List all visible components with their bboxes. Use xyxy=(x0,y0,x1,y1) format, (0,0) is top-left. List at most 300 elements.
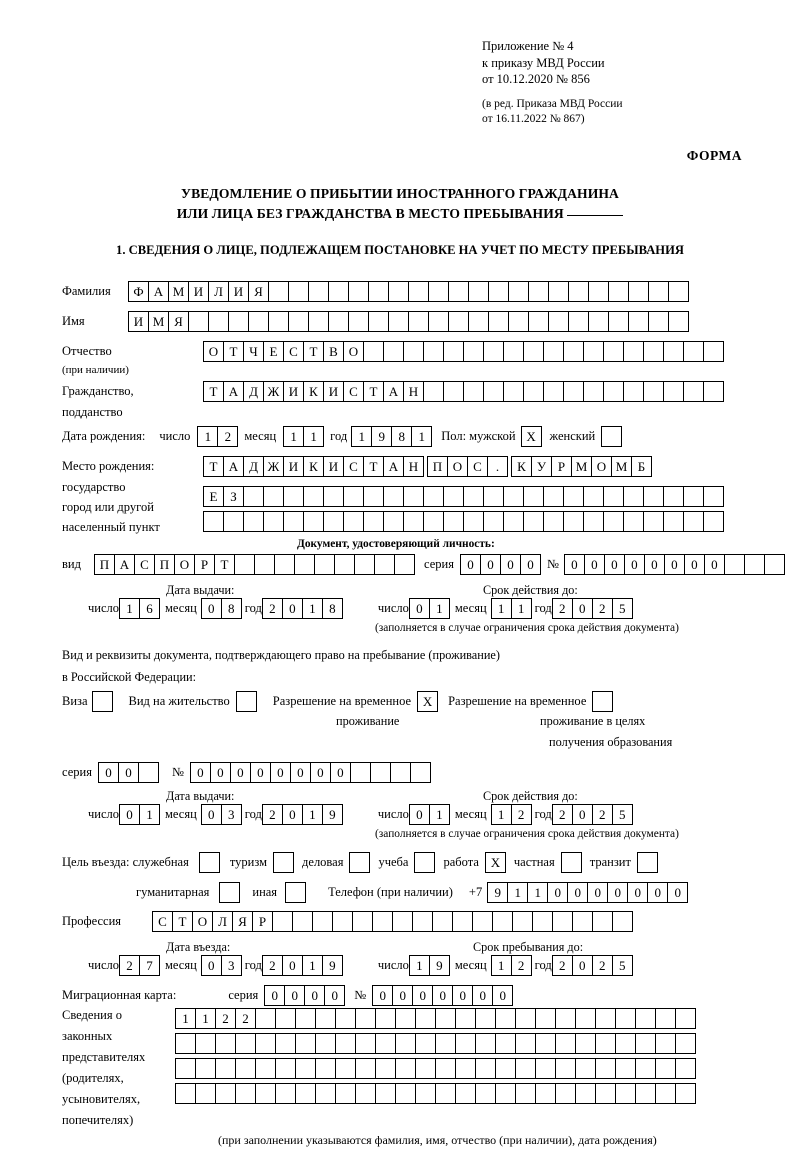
char-cell[interactable] xyxy=(175,1083,196,1104)
char-cell[interactable]: С xyxy=(134,554,155,575)
char-cell[interactable]: 2 xyxy=(217,426,238,447)
char-cell[interactable]: 5 xyxy=(612,598,633,619)
char-cell[interactable]: . xyxy=(487,456,508,477)
char-cell[interactable] xyxy=(683,381,704,402)
char-cell[interactable] xyxy=(363,486,384,507)
char-cell[interactable]: 0 xyxy=(282,598,303,619)
char-cell[interactable] xyxy=(463,341,484,362)
permit-series-input[interactable] xyxy=(98,762,158,783)
char-cell[interactable]: Р xyxy=(551,456,572,477)
char-cell[interactable]: 2 xyxy=(215,1008,236,1029)
char-cell[interactable]: 2 xyxy=(262,955,283,976)
char-cell[interactable] xyxy=(592,911,613,932)
char-cell[interactable] xyxy=(375,1058,396,1079)
char-cell[interactable] xyxy=(615,1083,636,1104)
legal-rep-input-4[interactable] xyxy=(175,1083,695,1104)
char-cell[interactable] xyxy=(583,511,604,532)
char-cell[interactable]: 0 xyxy=(627,882,648,903)
char-cell[interactable]: 0 xyxy=(460,554,481,575)
char-cell[interactable]: Р xyxy=(252,911,273,932)
char-cell[interactable]: 9 xyxy=(429,955,450,976)
char-cell[interactable] xyxy=(415,1083,436,1104)
legal-rep-input-2[interactable] xyxy=(175,1033,695,1054)
char-cell[interactable] xyxy=(555,1008,576,1029)
char-cell[interactable]: 0 xyxy=(330,762,351,783)
char-cell[interactable]: И xyxy=(228,281,249,302)
id-issue-month-input[interactable] xyxy=(201,598,241,619)
char-cell[interactable]: 1 xyxy=(429,804,450,825)
char-cell[interactable] xyxy=(468,311,489,332)
char-cell[interactable]: А xyxy=(223,381,244,402)
char-cell[interactable] xyxy=(475,1083,496,1104)
id-valid-day-input[interactable] xyxy=(409,598,449,619)
char-cell[interactable] xyxy=(703,511,724,532)
char-cell[interactable] xyxy=(583,341,604,362)
char-cell[interactable] xyxy=(535,1008,556,1029)
id-issue-year-input[interactable] xyxy=(262,598,342,619)
char-cell[interactable] xyxy=(595,1008,616,1029)
char-cell[interactable]: М xyxy=(168,281,189,302)
char-cell[interactable] xyxy=(543,341,564,362)
char-cell[interactable]: 2 xyxy=(119,955,140,976)
char-cell[interactable]: 8 xyxy=(322,598,343,619)
char-cell[interactable]: 2 xyxy=(592,598,613,619)
char-cell[interactable] xyxy=(472,911,493,932)
permit-valid-month-input[interactable] xyxy=(491,804,531,825)
char-cell[interactable]: 0 xyxy=(412,985,433,1006)
char-cell[interactable]: 0 xyxy=(647,882,668,903)
purpose-work-checkbox[interactable]: X xyxy=(485,852,506,873)
char-cell[interactable] xyxy=(535,1083,556,1104)
char-cell[interactable] xyxy=(455,1058,476,1079)
char-cell[interactable] xyxy=(623,341,644,362)
purpose-private-checkbox[interactable] xyxy=(561,852,582,873)
char-cell[interactable]: 0 xyxy=(564,554,585,575)
char-cell[interactable] xyxy=(308,311,329,332)
char-cell[interactable] xyxy=(703,341,724,362)
char-cell[interactable] xyxy=(475,1058,496,1079)
char-cell[interactable] xyxy=(555,1058,576,1079)
char-cell[interactable]: 0 xyxy=(409,598,430,619)
char-cell[interactable] xyxy=(563,486,584,507)
char-cell[interactable] xyxy=(215,1058,236,1079)
char-cell[interactable] xyxy=(375,1033,396,1054)
char-cell[interactable] xyxy=(635,1058,656,1079)
char-cell[interactable] xyxy=(523,511,544,532)
char-cell[interactable] xyxy=(263,486,284,507)
char-cell[interactable]: 0 xyxy=(624,554,645,575)
char-cell[interactable]: А xyxy=(223,456,244,477)
stay-year-input[interactable] xyxy=(552,955,632,976)
char-cell[interactable]: 0 xyxy=(587,882,608,903)
char-cell[interactable] xyxy=(563,381,584,402)
char-cell[interactable]: 1 xyxy=(491,598,512,619)
char-cell[interactable] xyxy=(370,762,391,783)
char-cell[interactable] xyxy=(312,911,333,932)
char-cell[interactable] xyxy=(455,1008,476,1029)
char-cell[interactable] xyxy=(272,911,293,932)
char-cell[interactable] xyxy=(443,381,464,402)
char-cell[interactable]: 0 xyxy=(201,804,222,825)
char-cell[interactable]: 0 xyxy=(452,985,473,1006)
char-cell[interactable] xyxy=(235,1058,256,1079)
char-cell[interactable]: 1 xyxy=(119,598,140,619)
char-cell[interactable] xyxy=(572,911,593,932)
char-cell[interactable] xyxy=(403,341,424,362)
char-cell[interactable] xyxy=(408,311,429,332)
char-cell[interactable] xyxy=(635,1033,656,1054)
char-cell[interactable] xyxy=(268,281,289,302)
char-cell[interactable] xyxy=(455,1033,476,1054)
char-cell[interactable]: Ф xyxy=(128,281,149,302)
char-cell[interactable]: 0 xyxy=(584,554,605,575)
char-cell[interactable] xyxy=(435,1008,456,1029)
char-cell[interactable]: 0 xyxy=(567,882,588,903)
char-cell[interactable] xyxy=(368,281,389,302)
char-cell[interactable] xyxy=(243,486,264,507)
char-cell[interactable] xyxy=(648,311,669,332)
char-cell[interactable]: 1 xyxy=(411,426,432,447)
char-cell[interactable]: 0 xyxy=(492,985,513,1006)
char-cell[interactable] xyxy=(588,311,609,332)
char-cell[interactable]: 9 xyxy=(371,426,392,447)
char-cell[interactable] xyxy=(503,486,524,507)
char-cell[interactable] xyxy=(635,1008,656,1029)
visa-checkbox[interactable] xyxy=(92,691,113,712)
char-cell[interactable]: 6 xyxy=(139,598,160,619)
char-cell[interactable] xyxy=(415,1058,436,1079)
char-cell[interactable] xyxy=(255,1083,276,1104)
char-cell[interactable]: 3 xyxy=(221,804,242,825)
birth-day-input[interactable] xyxy=(197,426,237,447)
char-cell[interactable]: 0 xyxy=(644,554,665,575)
char-cell[interactable]: 0 xyxy=(480,554,501,575)
char-cell[interactable] xyxy=(528,311,549,332)
char-cell[interactable] xyxy=(508,311,529,332)
char-cell[interactable] xyxy=(463,511,484,532)
char-cell[interactable]: 8 xyxy=(391,426,412,447)
char-cell[interactable] xyxy=(215,1083,236,1104)
char-cell[interactable]: 0 xyxy=(98,762,119,783)
char-cell[interactable] xyxy=(563,341,584,362)
char-cell[interactable] xyxy=(254,554,275,575)
char-cell[interactable] xyxy=(535,1033,556,1054)
char-cell[interactable]: 0 xyxy=(282,955,303,976)
char-cell[interactable] xyxy=(575,1008,596,1029)
purpose-transit-checkbox[interactable] xyxy=(637,852,658,873)
edu-residence-checkbox[interactable] xyxy=(592,691,613,712)
char-cell[interactable] xyxy=(643,486,664,507)
char-cell[interactable]: С xyxy=(467,456,488,477)
char-cell[interactable]: П xyxy=(427,456,448,477)
char-cell[interactable]: 5 xyxy=(612,955,633,976)
char-cell[interactable] xyxy=(515,1008,536,1029)
residence-permit-checkbox[interactable] xyxy=(236,691,257,712)
char-cell[interactable] xyxy=(683,511,704,532)
char-cell[interactable] xyxy=(523,486,544,507)
char-cell[interactable]: 3 xyxy=(221,955,242,976)
char-cell[interactable] xyxy=(355,1033,376,1054)
char-cell[interactable]: А xyxy=(114,554,135,575)
id-issue-day-input[interactable] xyxy=(119,598,159,619)
char-cell[interactable]: 0 xyxy=(190,762,211,783)
char-cell[interactable] xyxy=(410,762,431,783)
char-cell[interactable] xyxy=(348,281,369,302)
char-cell[interactable] xyxy=(595,1058,616,1079)
sex-female-checkbox[interactable] xyxy=(601,426,622,447)
char-cell[interactable]: Е xyxy=(203,486,224,507)
char-cell[interactable] xyxy=(354,554,375,575)
char-cell[interactable] xyxy=(475,1033,496,1054)
char-cell[interactable] xyxy=(643,511,664,532)
char-cell[interactable] xyxy=(363,341,384,362)
char-cell[interactable] xyxy=(623,381,644,402)
char-cell[interactable] xyxy=(575,1083,596,1104)
char-cell[interactable] xyxy=(343,486,364,507)
char-cell[interactable] xyxy=(274,554,295,575)
char-cell[interactable] xyxy=(503,381,524,402)
char-cell[interactable] xyxy=(283,486,304,507)
char-cell[interactable]: Л xyxy=(212,911,233,932)
char-cell[interactable]: 9 xyxy=(322,955,343,976)
char-cell[interactable]: К xyxy=(303,456,324,477)
legal-rep-input-1[interactable] xyxy=(175,1008,695,1029)
char-cell[interactable] xyxy=(335,1058,356,1079)
char-cell[interactable] xyxy=(328,281,349,302)
char-cell[interactable] xyxy=(188,311,209,332)
char-cell[interactable] xyxy=(628,311,649,332)
char-cell[interactable] xyxy=(295,1033,316,1054)
name-input[interactable] xyxy=(128,311,688,332)
char-cell[interactable] xyxy=(352,911,373,932)
char-cell[interactable]: 0 xyxy=(520,554,541,575)
char-cell[interactable]: 9 xyxy=(487,882,508,903)
char-cell[interactable]: 0 xyxy=(667,882,688,903)
char-cell[interactable]: О xyxy=(174,554,195,575)
char-cell[interactable] xyxy=(175,1058,196,1079)
char-cell[interactable] xyxy=(595,1083,616,1104)
char-cell[interactable] xyxy=(394,554,415,575)
char-cell[interactable] xyxy=(435,1058,456,1079)
char-cell[interactable] xyxy=(348,311,369,332)
purpose-service-checkbox[interactable] xyxy=(199,852,220,873)
char-cell[interactable]: 0 xyxy=(409,804,430,825)
char-cell[interactable]: 2 xyxy=(511,955,532,976)
permit-issue-month-input[interactable] xyxy=(201,804,241,825)
char-cell[interactable] xyxy=(623,511,644,532)
char-cell[interactable] xyxy=(655,1058,676,1079)
char-cell[interactable]: 5 xyxy=(612,804,633,825)
char-cell[interactable] xyxy=(372,911,393,932)
char-cell[interactable] xyxy=(663,381,684,402)
char-cell[interactable] xyxy=(432,911,453,932)
char-cell[interactable]: 0 xyxy=(310,762,331,783)
char-cell[interactable] xyxy=(388,281,409,302)
id-doc-kind-input[interactable] xyxy=(94,554,414,575)
char-cell[interactable]: 1 xyxy=(283,426,304,447)
char-cell[interactable]: 2 xyxy=(262,804,283,825)
char-cell[interactable]: А xyxy=(148,281,169,302)
char-cell[interactable] xyxy=(495,1058,516,1079)
char-cell[interactable]: 0 xyxy=(472,985,493,1006)
char-cell[interactable]: Т xyxy=(203,456,224,477)
char-cell[interactable] xyxy=(343,511,364,532)
char-cell[interactable]: 1 xyxy=(491,955,512,976)
char-cell[interactable] xyxy=(368,311,389,332)
char-cell[interactable] xyxy=(483,486,504,507)
char-cell[interactable] xyxy=(428,281,449,302)
char-cell[interactable] xyxy=(255,1033,276,1054)
char-cell[interactable] xyxy=(315,1033,336,1054)
char-cell[interactable]: 8 xyxy=(221,598,242,619)
char-cell[interactable] xyxy=(195,1033,216,1054)
char-cell[interactable] xyxy=(512,911,533,932)
char-cell[interactable] xyxy=(403,486,424,507)
permit-number-input[interactable] xyxy=(190,762,430,783)
char-cell[interactable]: О xyxy=(203,341,224,362)
char-cell[interactable]: М xyxy=(571,456,592,477)
char-cell[interactable]: Я xyxy=(248,281,269,302)
char-cell[interactable] xyxy=(423,341,444,362)
char-cell[interactable] xyxy=(215,1033,236,1054)
char-cell[interactable] xyxy=(628,281,649,302)
char-cell[interactable]: 2 xyxy=(592,955,613,976)
char-cell[interactable] xyxy=(428,311,449,332)
char-cell[interactable]: 2 xyxy=(262,598,283,619)
char-cell[interactable]: И xyxy=(283,381,304,402)
char-cell[interactable] xyxy=(275,1083,296,1104)
char-cell[interactable]: 1 xyxy=(303,426,324,447)
char-cell[interactable] xyxy=(668,281,689,302)
char-cell[interactable]: Т xyxy=(363,381,384,402)
patronymic-input[interactable] xyxy=(203,341,723,362)
char-cell[interactable] xyxy=(412,911,433,932)
char-cell[interactable] xyxy=(548,311,569,332)
char-cell[interactable]: 1 xyxy=(302,955,323,976)
purpose-business-checkbox[interactable] xyxy=(349,852,370,873)
char-cell[interactable] xyxy=(668,311,689,332)
char-cell[interactable]: 0 xyxy=(372,985,393,1006)
char-cell[interactable] xyxy=(543,511,564,532)
char-cell[interactable] xyxy=(555,1083,576,1104)
char-cell[interactable] xyxy=(508,281,529,302)
char-cell[interactable]: 7 xyxy=(139,955,160,976)
char-cell[interactable] xyxy=(475,1008,496,1029)
char-cell[interactable] xyxy=(468,281,489,302)
char-cell[interactable] xyxy=(314,554,335,575)
permit-valid-year-input[interactable] xyxy=(552,804,632,825)
char-cell[interactable] xyxy=(548,281,569,302)
char-cell[interactable] xyxy=(335,1033,356,1054)
char-cell[interactable] xyxy=(234,554,255,575)
id-series-input[interactable] xyxy=(460,554,540,575)
char-cell[interactable] xyxy=(295,1058,316,1079)
char-cell[interactable]: Н xyxy=(403,381,424,402)
char-cell[interactable]: П xyxy=(154,554,175,575)
char-cell[interactable] xyxy=(283,511,304,532)
char-cell[interactable]: К xyxy=(303,381,324,402)
char-cell[interactable] xyxy=(615,1008,636,1029)
permit-issue-day-input[interactable] xyxy=(119,804,159,825)
char-cell[interactable] xyxy=(435,1033,456,1054)
char-cell[interactable]: Ж xyxy=(263,381,284,402)
char-cell[interactable] xyxy=(255,1008,276,1029)
char-cell[interactable] xyxy=(603,486,624,507)
entry-year-input[interactable] xyxy=(262,955,342,976)
char-cell[interactable] xyxy=(583,381,604,402)
permit-valid-day-input[interactable] xyxy=(409,804,449,825)
char-cell[interactable]: С xyxy=(343,456,364,477)
char-cell[interactable] xyxy=(423,486,444,507)
char-cell[interactable]: Б xyxy=(631,456,652,477)
char-cell[interactable] xyxy=(663,486,684,507)
birth-year-input[interactable] xyxy=(351,426,431,447)
char-cell[interactable]: 0 xyxy=(572,804,593,825)
char-cell[interactable]: Л xyxy=(208,281,229,302)
char-cell[interactable] xyxy=(608,311,629,332)
char-cell[interactable] xyxy=(503,341,524,362)
char-cell[interactable] xyxy=(275,1058,296,1079)
char-cell[interactable]: 0 xyxy=(432,985,453,1006)
char-cell[interactable] xyxy=(483,341,504,362)
char-cell[interactable] xyxy=(535,1058,556,1079)
char-cell[interactable]: Т xyxy=(363,456,384,477)
purpose-tourism-checkbox[interactable] xyxy=(273,852,294,873)
char-cell[interactable]: Ж xyxy=(263,456,284,477)
char-cell[interactable] xyxy=(292,911,313,932)
phone-input[interactable] xyxy=(487,882,687,903)
char-cell[interactable]: 0 xyxy=(118,762,139,783)
char-cell[interactable] xyxy=(403,511,424,532)
char-cell[interactable] xyxy=(332,911,353,932)
char-cell[interactable]: 0 xyxy=(270,762,291,783)
char-cell[interactable]: 0 xyxy=(284,985,305,1006)
char-cell[interactable]: Т xyxy=(203,381,224,402)
char-cell[interactable] xyxy=(764,554,785,575)
char-cell[interactable] xyxy=(392,911,413,932)
char-cell[interactable] xyxy=(623,486,644,507)
char-cell[interactable]: С xyxy=(343,381,364,402)
char-cell[interactable]: 0 xyxy=(264,985,285,1006)
char-cell[interactable]: О xyxy=(343,341,364,362)
char-cell[interactable] xyxy=(323,511,344,532)
char-cell[interactable]: 0 xyxy=(572,955,593,976)
char-cell[interactable] xyxy=(390,762,411,783)
char-cell[interactable] xyxy=(355,1058,376,1079)
char-cell[interactable]: 0 xyxy=(201,955,222,976)
citizenship-input[interactable] xyxy=(203,381,723,402)
char-cell[interactable] xyxy=(552,911,573,932)
char-cell[interactable] xyxy=(288,311,309,332)
char-cell[interactable]: Е xyxy=(263,341,284,362)
char-cell[interactable] xyxy=(235,1083,256,1104)
char-cell[interactable] xyxy=(615,1033,636,1054)
char-cell[interactable]: Ч xyxy=(243,341,264,362)
char-cell[interactable]: 0 xyxy=(210,762,231,783)
char-cell[interactable] xyxy=(615,1058,636,1079)
char-cell[interactable] xyxy=(315,1083,336,1104)
char-cell[interactable]: 0 xyxy=(282,804,303,825)
char-cell[interactable] xyxy=(483,511,504,532)
char-cell[interactable]: 1 xyxy=(351,426,372,447)
char-cell[interactable]: 1 xyxy=(302,598,323,619)
char-cell[interactable]: 1 xyxy=(507,882,528,903)
char-cell[interactable] xyxy=(383,486,404,507)
char-cell[interactable] xyxy=(675,1008,696,1029)
char-cell[interactable]: 0 xyxy=(392,985,413,1006)
char-cell[interactable] xyxy=(683,341,704,362)
char-cell[interactable] xyxy=(488,311,509,332)
